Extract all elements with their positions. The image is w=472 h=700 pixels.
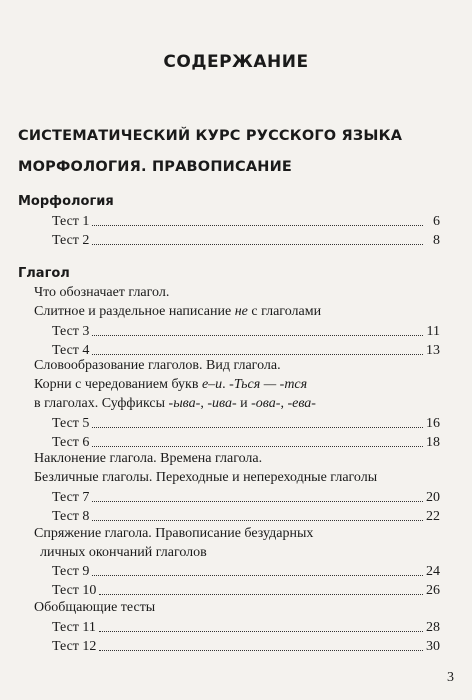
entry-label: Тест 12	[52, 639, 97, 654]
page-title: СОДЕРЖАНИЕ	[163, 52, 309, 72]
entry-page: 22	[426, 509, 440, 524]
entry-label: Тест 4	[52, 343, 90, 358]
entry-label: Тест 9	[52, 564, 90, 579]
leader-dots	[99, 631, 423, 632]
topic-title: Слитное и раздельное написание не с глаголами	[34, 304, 322, 319]
entry-label: Тест 6	[52, 435, 90, 450]
leader-dots	[92, 520, 423, 521]
entry-label: Тест 2	[52, 233, 90, 248]
entry-page: 30	[426, 639, 440, 654]
entry-page: 26	[426, 583, 440, 598]
leader-dots	[92, 501, 423, 502]
entry-page: 16	[426, 416, 440, 431]
section-verb: Глагол	[18, 266, 70, 281]
leader-dots	[92, 244, 423, 245]
entry-page: 13	[426, 343, 440, 358]
toc-entry[interactable]	[52, 341, 440, 359]
entry-label: Тест 3	[52, 324, 90, 339]
entry-page: 28	[426, 620, 440, 635]
toc-entry[interactable]	[52, 433, 440, 451]
toc-entry[interactable]	[52, 322, 440, 340]
leader-dots	[92, 446, 423, 447]
toc-entry[interactable]	[52, 414, 440, 432]
entry-label: Тест 10	[52, 583, 97, 598]
page-number: 3	[447, 670, 454, 685]
entry-page: 24	[426, 564, 440, 579]
leader-dots	[92, 427, 423, 428]
entry-page: 8	[433, 233, 440, 248]
topic-title: Спряжение глагола. Правописание безударных	[34, 526, 314, 541]
entry-label: Тест 5	[52, 416, 90, 431]
part-heading: МОРФОЛОГИЯ. ПРАВОПИСАНИЕ	[18, 159, 293, 175]
leader-dots	[92, 575, 423, 576]
entry-page: 6	[433, 214, 440, 229]
toc-entry[interactable]	[52, 562, 440, 580]
entry-page: 20	[426, 490, 440, 505]
topic-title: личных окончаний глаголов	[40, 545, 207, 560]
toc-entry[interactable]	[52, 618, 440, 636]
topic-title: в глаголах. Суффиксы -ыва-, -ива- и -ова-, -ева-	[34, 396, 316, 411]
topic-title: Обобщающие тесты	[34, 600, 156, 615]
entry-label: Тест 1	[52, 214, 90, 229]
toc-entry[interactable]	[52, 581, 440, 599]
toc-entry[interactable]	[52, 637, 440, 655]
toc-entry[interactable]	[52, 488, 440, 506]
topic-title: Словообразование глаголов. Вид глагола.	[34, 358, 281, 373]
topic-title: Что обозначает глагол.	[34, 285, 170, 300]
entry-label: Тест 7	[52, 490, 90, 505]
entry-label: Тест 11	[52, 620, 96, 635]
course-heading: СИСТЕМАТИЧЕСКИЙ КУРС РУССКОГО ЯЗЫКА	[18, 128, 403, 144]
leader-dots	[99, 594, 423, 595]
toc-entry[interactable]	[52, 507, 440, 525]
topic-title: Безличные глаголы. Переходные и непереходные глаголы	[34, 470, 378, 485]
entry-label: Тест 8	[52, 509, 90, 524]
topic-title: Наклонение глагола. Времена глагола.	[34, 451, 263, 466]
entry-page: 18	[426, 435, 440, 450]
toc-entry[interactable]	[52, 231, 440, 249]
leader-dots	[92, 225, 423, 226]
toc-entry[interactable]	[52, 212, 440, 230]
topic-title: Корни с чередованием букв е–и. -Ться — -тся	[34, 377, 308, 392]
leader-dots	[92, 354, 423, 355]
section-morphology: Морфология	[18, 194, 114, 209]
leader-dots	[99, 650, 423, 651]
entry-page: 11	[426, 324, 440, 339]
leader-dots	[92, 335, 423, 336]
